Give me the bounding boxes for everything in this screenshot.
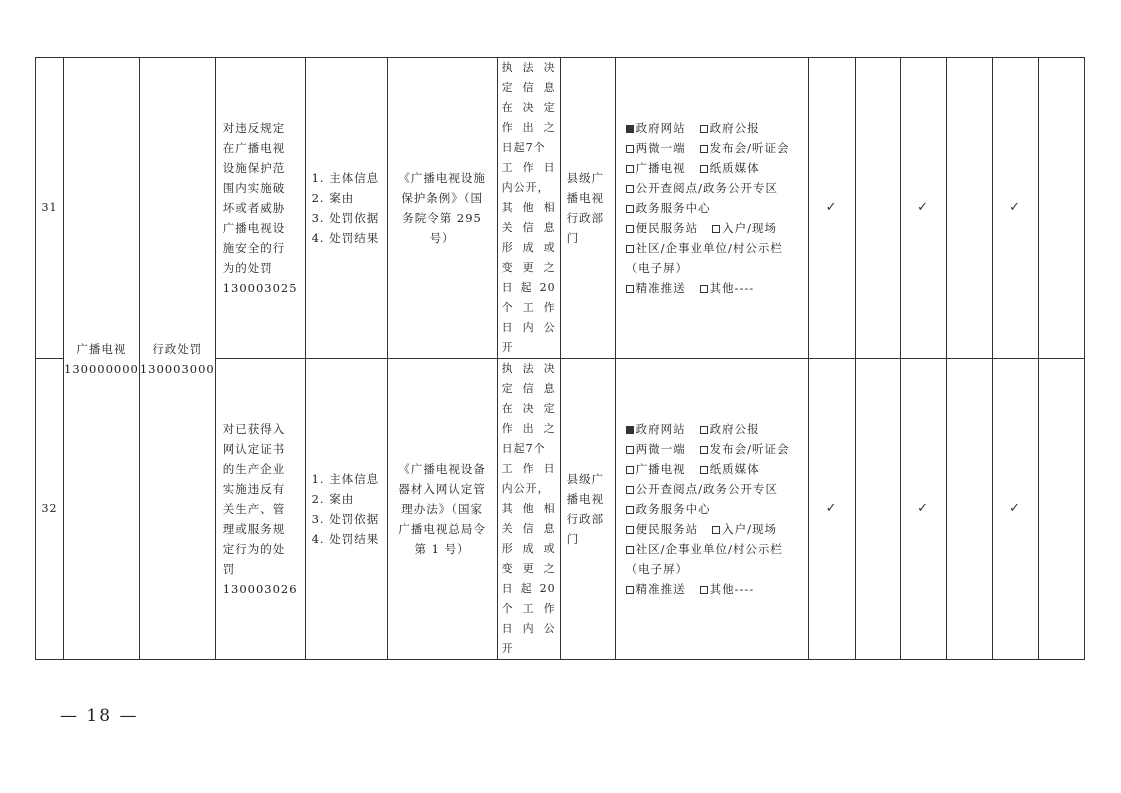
content-line: 4. 处罚结果: [311, 532, 380, 546]
checkmark-icon: ✓: [808, 359, 855, 660]
time-line: [498, 359, 560, 379]
time-line: [498, 619, 560, 639]
checked-box-icon[interactable]: [626, 125, 634, 133]
channel-line: [626, 459, 802, 479]
time-segment: 在: [501, 402, 514, 415]
checkbox-icon[interactable]: [700, 426, 708, 434]
channel-label: 精准推送: [635, 582, 686, 596]
checkbox-icon[interactable]: [626, 586, 634, 594]
checkbox-icon[interactable]: [626, 145, 634, 153]
empty-check-cell: [855, 58, 900, 359]
time-segment: 信: [522, 81, 535, 94]
time-segment: 法: [522, 362, 535, 375]
basis-line: 理办法》（国家: [401, 502, 483, 516]
basis-cell: [387, 58, 497, 359]
checkmark-icon: ✓: [900, 359, 946, 660]
time-line: [498, 599, 560, 619]
time-segment: 作: [501, 121, 514, 134]
time-line: [498, 218, 560, 238]
channel-label: 精准推送: [635, 281, 686, 295]
time-line: [498, 138, 560, 158]
channel-label: 政务服务中心: [635, 201, 711, 215]
item-line: 对已获得入: [222, 422, 286, 436]
time-segment: 变: [501, 261, 514, 274]
item-line: 实施违反有: [222, 482, 286, 496]
time-segment: 工: [501, 462, 514, 475]
empty-check-cell: [855, 359, 900, 660]
item-line: 理或服务规: [222, 522, 286, 536]
row-number: 32: [36, 359, 64, 660]
basis-line: 务院令第 295 号）: [402, 211, 482, 245]
item-cell: [215, 359, 305, 660]
item-line: 对违反规定: [222, 121, 286, 135]
disclosure-table: [35, 57, 1085, 660]
time-segment: 息: [543, 382, 556, 395]
time-line: [498, 238, 560, 258]
time-segment: 作: [501, 422, 514, 435]
item-line: 在广播电视: [222, 141, 286, 155]
category-cell: [139, 58, 215, 660]
time-segment: 其: [501, 201, 514, 214]
basis-line: 器材入网认定管: [398, 482, 486, 496]
channel-label: 入户/现场: [722, 221, 777, 235]
time-segment: 执: [501, 362, 514, 375]
subject-line: 行政部: [566, 512, 605, 526]
time-line: [498, 579, 560, 599]
channel-label: 公开查阅点/政务公开专区: [635, 181, 778, 195]
channel-label: 公开查阅点/政务公开专区: [635, 482, 778, 496]
time-segment: 之: [543, 422, 556, 435]
checkbox-icon[interactable]: [626, 466, 634, 474]
basis-line: 第 1 号）: [414, 542, 470, 556]
content-cell: [305, 58, 387, 359]
checkbox-icon[interactable]: [700, 165, 708, 173]
item-line: 围内实施破: [222, 181, 286, 195]
channel-label: 政务服务中心: [635, 502, 711, 516]
time-line: [498, 559, 560, 579]
content-cell: [305, 359, 387, 660]
checkbox-icon[interactable]: [626, 225, 634, 233]
time-limit-cell: [497, 359, 560, 660]
empty-check-cell: [1038, 359, 1084, 660]
subject-line: 播电视: [566, 191, 605, 205]
channel-line: [626, 419, 802, 439]
domain-code: 130000000: [64, 361, 139, 376]
item-line: 130003025: [222, 281, 298, 295]
time-segment: 起: [520, 281, 533, 294]
subject-line: 门: [566, 532, 580, 546]
time-line: [498, 278, 560, 298]
channel-label: 纸质媒体: [709, 462, 760, 476]
time-segment: 息: [543, 522, 556, 535]
checkbox-icon[interactable]: [712, 225, 720, 233]
empty-check-cell: [946, 58, 992, 359]
channel-label: 发布会/听证会: [709, 442, 790, 456]
channel-line: [626, 579, 802, 599]
channel-line: [626, 278, 802, 298]
time-segment: 20: [539, 281, 556, 294]
time-line: [498, 318, 560, 338]
channel-label: 政府公报: [709, 121, 760, 135]
time-segment: 关: [501, 522, 514, 535]
time-segment: 成: [522, 241, 535, 254]
content-line: 3. 处罚依据: [311, 211, 380, 225]
time-segment: 个: [501, 602, 514, 615]
channel-label: 发布会/听证会: [709, 141, 790, 155]
time-segment: 个: [501, 301, 514, 314]
page-number: — 18 —: [60, 706, 139, 726]
time-line: [498, 639, 560, 659]
subject-line: 县级广: [566, 171, 605, 185]
item-line: 定行为的处: [222, 542, 286, 556]
time-segment: 日: [501, 281, 514, 294]
checkbox-icon[interactable]: [626, 446, 634, 454]
time-segment: 执: [501, 61, 514, 74]
time-segment: 他: [522, 502, 535, 515]
channels-cell: [615, 359, 808, 660]
time-segment: 日: [543, 462, 556, 475]
time-line: [498, 419, 560, 439]
channel-line: [626, 238, 802, 258]
channel-label: 入户/现场: [722, 522, 777, 536]
time-segment: 公: [543, 321, 556, 334]
time-segment: 决: [543, 61, 556, 74]
time-line: [498, 118, 560, 138]
empty-check-cell: [946, 359, 992, 660]
checkbox-icon[interactable]: [626, 165, 634, 173]
time-segment: 信: [522, 382, 535, 395]
subject-cell: [560, 359, 615, 660]
channel-label: 政府网站: [635, 121, 686, 135]
time-line: [498, 338, 560, 358]
channel-label: （电子屏）: [625, 562, 689, 576]
time-segment: 相: [543, 502, 556, 515]
domain-name: 广播电视: [76, 341, 127, 356]
item-cell: [215, 58, 305, 359]
channel-label: 社区/企事业单位/村公示栏: [635, 241, 783, 255]
item-line: 设施保护范: [222, 161, 286, 175]
time-segment: 关: [501, 221, 514, 234]
channel-line: [626, 218, 802, 238]
time-segment: 公: [543, 622, 556, 635]
basis-cell: [387, 359, 497, 660]
channel-line: [626, 198, 802, 218]
time-segment: 或: [543, 542, 556, 555]
checkbox-icon[interactable]: [700, 145, 708, 153]
time-segment: 其: [501, 502, 514, 515]
content-line: 3. 处罚依据: [311, 512, 380, 526]
channel-line: [626, 559, 802, 579]
basis-line: 《广播电视设备: [398, 462, 486, 476]
time-segment: 他: [522, 201, 535, 214]
item-line: 为的处罚: [222, 261, 273, 275]
time-segment: 形: [501, 542, 514, 555]
checkbox-icon[interactable]: [626, 245, 634, 253]
item-line: 关生产、管: [222, 502, 286, 516]
checkbox-icon[interactable]: [700, 466, 708, 474]
item-line: 坏或者威胁: [222, 201, 286, 215]
time-segment: 内: [522, 321, 535, 334]
time-segment: 之: [543, 121, 556, 134]
item-line: 网认定证书: [222, 442, 286, 456]
item-line: 的生产企业: [222, 462, 286, 476]
time-segment: 定: [543, 101, 556, 114]
checkbox-icon[interactable]: [700, 586, 708, 594]
item-line: 广播电视设: [222, 221, 286, 235]
time-line: [498, 519, 560, 539]
checkbox-icon[interactable]: [700, 125, 708, 133]
content-line: 4. 处罚结果: [311, 231, 380, 245]
time-segment: 工: [522, 602, 535, 615]
time-segment: 内公开，: [501, 181, 550, 194]
time-segment: 出: [522, 121, 535, 134]
time-segment: 更: [522, 562, 535, 575]
subject-line: 播电视: [566, 492, 605, 506]
channel-label: 两微一端: [635, 141, 686, 155]
time-segment: 内: [522, 622, 535, 635]
time-segment: 作: [543, 602, 556, 615]
time-line: [498, 298, 560, 318]
time-segment: 开: [501, 642, 514, 655]
channel-label: 其他----: [709, 281, 755, 295]
checkmark-icon: ✓: [808, 58, 855, 359]
time-segment: 作: [522, 462, 535, 475]
time-line: [498, 258, 560, 278]
item-line: 罚: [222, 562, 236, 576]
domain-cell: [64, 58, 140, 660]
checkbox-icon[interactable]: [626, 205, 634, 213]
time-segment: 日: [501, 582, 514, 595]
checkbox-icon[interactable]: [626, 185, 634, 193]
time-line: [498, 439, 560, 459]
time-segment: 定: [543, 402, 556, 415]
category-code: 130003000: [139, 361, 215, 376]
time-line: [498, 459, 560, 479]
time-segment: 息: [543, 221, 556, 234]
time-segment: 之: [543, 261, 556, 274]
time-segment: 工: [501, 161, 514, 174]
category-name: 行政处罚: [152, 341, 203, 356]
checkbox-icon[interactable]: [626, 285, 634, 293]
channel-label: 纸质媒体: [709, 161, 760, 175]
time-line: [498, 399, 560, 419]
time-line: [498, 499, 560, 519]
checkbox-icon[interactable]: [626, 486, 634, 494]
time-segment: 决: [522, 101, 535, 114]
subject-line: 门: [566, 231, 580, 245]
time-segment: 之: [543, 562, 556, 575]
time-segment: 日起7个: [501, 141, 546, 154]
subject-line: 行政部: [566, 211, 605, 225]
time-segment: 在: [501, 101, 514, 114]
time-line: [498, 58, 560, 78]
channel-label: 其他----: [709, 582, 755, 596]
time-segment: 更: [522, 261, 535, 274]
time-line: [498, 379, 560, 399]
content-line: 2. 案由: [311, 492, 355, 506]
channel-line: [626, 479, 802, 499]
checkbox-icon[interactable]: [626, 506, 634, 514]
empty-check-cell: [1038, 58, 1084, 359]
checkmark-icon: ✓: [992, 58, 1038, 359]
time-segment: 法: [522, 61, 535, 74]
time-limit-cell: [497, 58, 560, 359]
time-segment: 日起7个: [501, 442, 546, 455]
time-line: [498, 178, 560, 198]
time-segment: 定: [501, 382, 514, 395]
channel-line: [626, 439, 802, 459]
checked-box-icon[interactable]: [626, 426, 634, 434]
checkbox-icon[interactable]: [700, 285, 708, 293]
subject-line: 县级广: [566, 472, 605, 486]
time-segment: 日: [501, 622, 514, 635]
checkmark-icon: ✓: [900, 58, 946, 359]
channel-line: [626, 138, 802, 158]
time-segment: 变: [501, 562, 514, 575]
checkbox-icon[interactable]: [700, 446, 708, 454]
time-line: [498, 78, 560, 98]
time-segment: 信: [522, 221, 535, 234]
time-segment: 出: [522, 422, 535, 435]
checkbox-icon[interactable]: [712, 526, 720, 534]
channel-line: [626, 258, 802, 278]
time-segment: 决: [543, 362, 556, 375]
time-segment: 作: [522, 161, 535, 174]
channel-line: [626, 519, 802, 539]
time-segment: 日: [543, 161, 556, 174]
channel-label: （电子屏）: [625, 261, 689, 275]
time-segment: 工: [522, 301, 535, 314]
time-segment: 息: [543, 81, 556, 94]
channel-label: 社区/企事业单位/村公示栏: [635, 542, 783, 556]
channel-label: 便民服务站: [635, 221, 699, 235]
time-line: [498, 98, 560, 118]
basis-line: 《广播电视设施: [398, 171, 486, 185]
time-segment: 定: [501, 81, 514, 94]
time-segment: 形: [501, 241, 514, 254]
time-line: [498, 479, 560, 499]
time-line: [498, 158, 560, 178]
basis-line: 广播电视总局令: [398, 522, 486, 536]
channel-label: 政府网站: [635, 422, 686, 436]
row-number: 31: [36, 58, 64, 359]
item-line: 130003026: [222, 582, 298, 596]
channel-line: [626, 118, 802, 138]
channel-label: 广播电视: [635, 462, 686, 476]
time-segment: 决: [522, 402, 535, 415]
channel-label: 便民服务站: [635, 522, 699, 536]
channel-label: 两微一端: [635, 442, 686, 456]
channel-label: 政府公报: [709, 422, 760, 436]
channel-line: [626, 539, 802, 559]
time-segment: 日: [501, 321, 514, 334]
time-segment: 相: [543, 201, 556, 214]
channel-line: [626, 178, 802, 198]
time-segment: 成: [522, 542, 535, 555]
time-segment: 信: [522, 522, 535, 535]
checkmark-icon: ✓: [992, 359, 1038, 660]
content-line: 1. 主体信息: [311, 171, 380, 185]
checkbox-icon[interactable]: [626, 546, 634, 554]
channel-line: [626, 499, 802, 519]
channels-cell: [615, 58, 808, 359]
table-row: [36, 58, 1085, 359]
basis-line: 保护条例》（国: [401, 191, 483, 205]
content-line: 1. 主体信息: [311, 472, 380, 486]
subject-cell: [560, 58, 615, 359]
channel-label: 广播电视: [635, 161, 686, 175]
time-segment: 20: [539, 582, 556, 595]
channel-line: [626, 158, 802, 178]
time-line: [498, 539, 560, 559]
item-line: 施安全的行: [222, 241, 286, 255]
time-line: [498, 198, 560, 218]
time-segment: 起: [520, 582, 533, 595]
time-segment: 内公开，: [501, 482, 550, 495]
time-segment: 开: [501, 341, 514, 354]
content-line: 2. 案由: [311, 191, 355, 205]
time-segment: 或: [543, 241, 556, 254]
time-segment: 作: [543, 301, 556, 314]
checkbox-icon[interactable]: [626, 526, 634, 534]
